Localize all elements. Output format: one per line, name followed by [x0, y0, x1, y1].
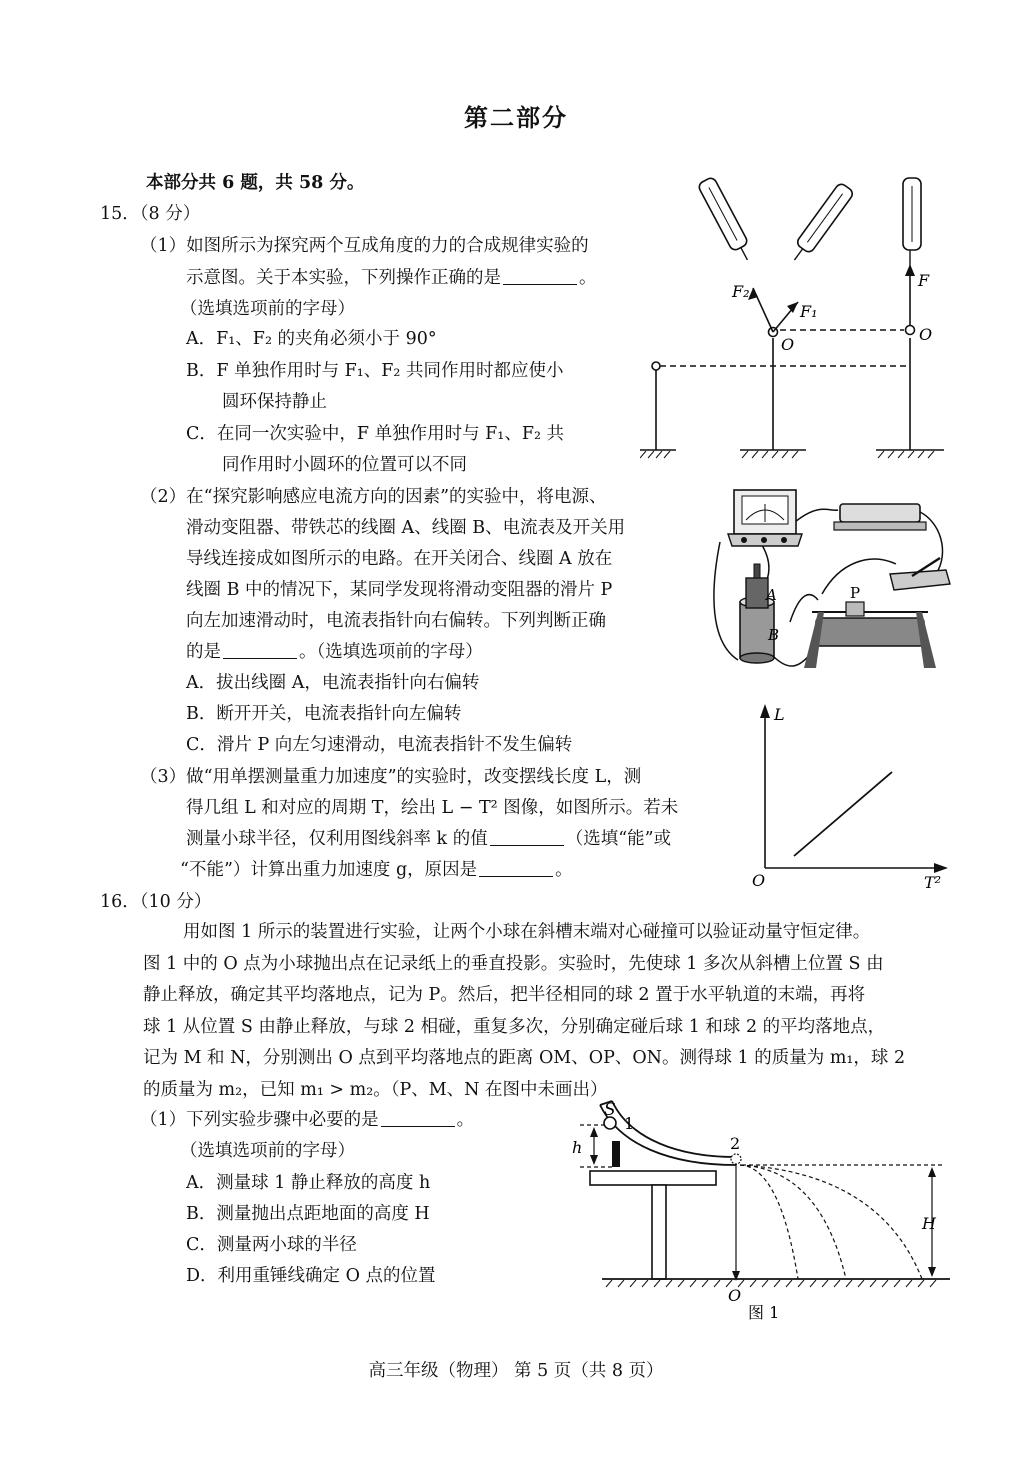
ball-2 [731, 1154, 741, 1164]
q15-p1-line3: （选填选项前的字母） [180, 299, 355, 319]
q15-p1-option-c-line1: C．在同一次实验中，F 单独作用时与 F₁、F₂ 共 [186, 424, 565, 444]
q16-header: 16．（10 分） [100, 892, 212, 912]
battery [834, 504, 926, 530]
figure-1-collision-apparatus [560, 1095, 980, 1327]
q16-stem-line: 的质量为 m₂，已知 m₁ > m₂。（P、M、N 在图中未画出） [143, 1079, 608, 1100]
label-o: O [781, 335, 795, 354]
rheostat [804, 602, 936, 668]
induction-circuit-figure [700, 482, 970, 692]
q16-stem [143, 917, 963, 1106]
q15-p2-line4: 线圈 B 中的情况下，某同学发现将滑动变阻器的滑片 P [186, 580, 613, 600]
galvanometer [728, 490, 802, 546]
label-ball-1: 1 [624, 1114, 635, 1133]
q15-p1-option-a: A．F₁、F₂ 的夹角必须小于 90° [186, 329, 437, 349]
q16-stem-line: 用如图 1 所示的装置进行实验，让两个小球在斜槽末端对心碰撞可以验证动量守恒定律。 [183, 922, 871, 942]
q16-stem-line: 静止释放，确定其平均落地点，记为 P。然后，把半径相同的球 2 置于水平轨道的末端，再将 [143, 985, 866, 1005]
q15-p2-line1: （2）在“探究影响感应电流方向的因素”的实验中，将电源、 [140, 487, 607, 507]
answer-blank [223, 640, 297, 659]
q15-p1-option-c-line2: 同作用时小圆环的位置可以不同 [222, 455, 467, 475]
q15-p3-line1: （3）做“用单摆测量重力加速度”的实验时，改变摆线长度 L，测 [140, 767, 642, 787]
q15-p2-line3: 导线连接成如图所示的电路。在开关闭合、线圈 A 放在 [186, 549, 613, 569]
label-ball-2: 2 [730, 1134, 741, 1153]
q15-p1-option-b-line2: 圆环保持静止 [222, 392, 327, 412]
q15-p3-line3: 测量小球半径，仅利用图线斜率 k 的值 （选填“能”或 [186, 829, 672, 849]
q16-p1-option-c: C．测量两小球的半径 [186, 1235, 357, 1255]
force-composition-figure [640, 170, 960, 470]
l-t2-graph [740, 698, 960, 894]
q15-p2-line2: 滑动变阻器、带铁芯的线圈 A、线圈 B、电流表及开关用 [186, 518, 626, 538]
q15-p1-option-b-line1: B．F 单独作用时与 F₁、F₂ 共同作用时都应使小 [186, 361, 564, 381]
answer-blank [490, 827, 564, 846]
q15-p3-line4: “不能”）计算出重力加速度 g，原因是 。 [180, 860, 573, 880]
label-slider-p: P [850, 584, 861, 602]
graph-x-label: T² [924, 873, 942, 892]
q16-stem-line: 球 1 从位置 S 由静止释放，与球 2 相碰，重复多次，分别确定碰后球 1 和球 2 的平均落地点， [143, 1016, 886, 1037]
label-f: F [918, 271, 930, 290]
coil-a [746, 564, 768, 608]
figure-1-caption: 图 1 [748, 1303, 780, 1322]
answer-blank [479, 858, 553, 877]
q16-p1-option-d: D．利用重锤线确定 O 点的位置 [186, 1266, 436, 1286]
q15-p2-option-b: B．断开开关，电流表指针向左偏转 [186, 704, 462, 724]
graph-line [794, 772, 892, 856]
label-h: h [572, 1138, 583, 1157]
section-intro: 本部分共 6 题，共 58 分。 [146, 173, 365, 193]
label-s: S [604, 1100, 616, 1120]
q15-p1-line1: （1）如图所示为探究两个互成角度的力的合成规律实验的 [140, 236, 589, 256]
label-f2: F₂ [732, 282, 750, 301]
graph-origin-label: O [752, 871, 766, 890]
label-o-point: O [728, 1286, 742, 1305]
page-footer: 高三年级（物理） 第 5 页（共 8 页） [368, 1361, 664, 1381]
label-coil-a: A [766, 586, 777, 604]
q15-p3-line2: 得几组 L 和对应的周期 T，绘出 L − T² 图像，如图所示。若未 [186, 798, 679, 818]
q16-p1-option-a: A．测量球 1 静止释放的高度 h [186, 1173, 431, 1193]
page-title: 第二部分 [464, 103, 568, 132]
q15-p2-option-a: A．拔出线圈 A，电流表指针向右偏转 [186, 673, 480, 693]
label-coil-b: B [768, 626, 780, 644]
answer-blank [503, 266, 577, 285]
label-f1: F₁ [800, 302, 818, 321]
q16-stem-line: 记为 M 和 N，分别测出 O 点到平均落地点的距离 OM、OP、ON。测得球 1 的质量为 m₁，球 2 [143, 1048, 906, 1068]
graph-y-label: L [774, 705, 785, 724]
q15-header: 15．（8 分） [100, 204, 201, 224]
label-o-right: O [919, 325, 933, 344]
q16-p1-line1: （1）下列实验步骤中必要的是 。 [140, 1110, 475, 1130]
q16-p1-line2: （选填选项前的字母） [180, 1141, 355, 1161]
q15-p2-option-c: C．滑片 P 向左匀速滑动，电流表指针不发生偏转 [186, 735, 573, 755]
q16-p1-option-b: B．测量抛出点距地面的高度 H [186, 1204, 430, 1224]
q15-p1-line2: 示意图。关于本实验，下列操作正确的是 。 [186, 268, 597, 288]
answer-blank [381, 1108, 455, 1127]
q16-stem-line: 图 1 中的 O 点为小球抛出点在记录纸上的垂直投影。实验时，先使球 1 多次从斜槽上位置 S 由 [143, 953, 884, 974]
label-big-h: H [922, 1214, 936, 1233]
q15-p2-line6: 的是 。（选填选项前的字母） [186, 642, 483, 662]
q15-p2-line5: 向左加速滑动时，电流表指针向右偏转。下列判断正确 [186, 611, 606, 631]
